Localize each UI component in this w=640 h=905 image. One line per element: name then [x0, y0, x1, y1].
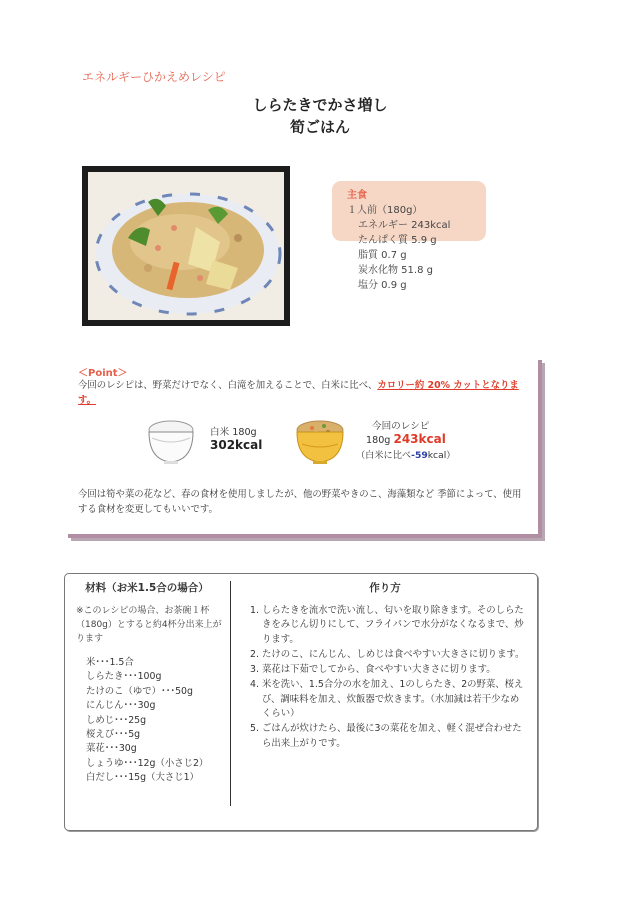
method-step: 4. 米を洗い、1.5合分の水を加え、1のしらたき、2の野菜、桜えび、調味料を加え、炊飯器で炊きます。（水加減は若干少なめくらい）: [250, 678, 526, 721]
recipe-series-label: エネルギーひかえめレシピ: [82, 70, 226, 84]
plain-rice-bowl-icon: [146, 416, 196, 466]
calorie-difference: [356, 447, 455, 461]
ingredient-item: 菜花･･･30g: [86, 743, 137, 755]
dish-photo-frame: [82, 166, 290, 326]
ingredient-item: にんじん･･･30g: [86, 700, 156, 712]
nutrition-salt: 塩分 0.9 g: [358, 280, 407, 291]
point-label: ＜Point＞: [78, 368, 128, 379]
method-step-text: 菜花は下茹でしてから、食べやすい大きさに切ります。: [262, 664, 496, 676]
calorie-cut-highlight: カロリー約 20% カットとなります。: [78, 380, 519, 406]
recipe-amount: 180g: [366, 435, 391, 446]
nutrition-fat: 脂質 0.7 g: [358, 250, 407, 261]
ingredient-item: 白だし･･･15g（大さじ1）: [86, 772, 199, 784]
method-step: 1. しらたきを流水で洗い流し、匂いを取り除きます。そのしらたきをみじん切りにして、フライパンで水分がなくなるまで、炒ります。: [250, 604, 526, 647]
dish-photo: [88, 172, 284, 320]
method-steps: [250, 604, 526, 752]
compare-value: -59: [411, 450, 428, 461]
method-step-text: たけのこ、にんじん、しめじは食べやすい大きさに切ります。: [262, 648, 525, 660]
rice-bowl-photo-icon: [88, 172, 284, 320]
ingredient-item: しめじ･･･25g: [86, 714, 147, 726]
ingredients-title: 材料（お米1.5合の場合）: [85, 582, 209, 594]
plain-rice-kcal: 302kcal: [210, 438, 263, 452]
column-divider: [230, 581, 231, 806]
ingredient-item: たけのこ（ゆで）･･･50g: [86, 685, 193, 697]
method-step-text: 米を洗い、1.5合分の水を加え、1のしらたき、2の野菜、桜えび、調味料を加え、炊飯器で炊きます。（水加減は若干少なめくらい）: [262, 679, 524, 720]
compare-prefix: （白米に比べ: [356, 450, 412, 461]
method-step: 5. ごはんが炊けたら、最後に3の菜花を加え、軽く混ぜ合わせたら出来上がりです。: [250, 722, 526, 751]
method-step: 2. たけのこ、にんじん、しめじは食べやすい大きさに切ります。: [250, 648, 526, 662]
method-title: 作り方: [369, 582, 401, 594]
recipe-kcal: 243kcal: [393, 432, 446, 446]
point-text: [78, 378, 526, 408]
point-text-body: 今回のレシピは、野菜だけでなく、白滝を加えることで、白米に比べ、: [78, 380, 378, 391]
ingredients-note: ※このレシピの場合、お茶碗１杯（180g）とすると約4杯分出来上がります: [76, 606, 222, 644]
ingredient-item: 米･･･1.5合: [86, 657, 134, 668]
recipe-compare-label: 今回のレシピ: [372, 421, 430, 432]
nutrition-protein: たんぱく質 5.9 g: [358, 235, 437, 246]
nutrition-carbs: 炭水化物 51.8 g: [358, 265, 433, 276]
recipe-title: しらたきでかさ増し: [252, 96, 388, 114]
compare-suffix: kcal）: [427, 450, 456, 461]
plain-rice-label: 白米 180g: [210, 427, 257, 438]
ingredient-item: しらたき･･･100g: [86, 671, 162, 683]
nutrition-heading: 主食: [347, 190, 367, 201]
recipe-compare-value: [366, 432, 446, 446]
ingredients-list: [86, 656, 208, 786]
mixed-rice-bowl-icon: [294, 416, 346, 466]
nutrition-serving: １人前（180g）: [347, 205, 423, 216]
ingredient-item: しょうゆ･･･12g（小さじ2）: [86, 757, 209, 769]
method-step-text: しらたきを流水で洗い流し、匂いを取り除きます。そのしらたきをみじん切りにして、フライパンで水分がなくなるまで、炒ります。: [262, 605, 524, 645]
method-step: 3. 菜花は下茹でしてから、食べやすい大きさに切ります。: [250, 663, 526, 677]
seasonal-tip-text: 今回は筍や菜の花など、春の食材を使用しましたが、他の野菜やきのこ、海藻類など 季節によって、使用する食材を変更してもいいです。: [78, 489, 522, 515]
nutrition-energy: エネルギー 243kcal: [358, 220, 451, 231]
recipe-subtitle: 筍ごはん: [289, 118, 350, 136]
ingredient-item: 桜えび･･･5g: [86, 729, 141, 741]
method-step-text: ごはんが炊けたら、最後に3の菜花を加え、軽く混ぜ合わせたら出来上がりです。: [262, 723, 522, 749]
